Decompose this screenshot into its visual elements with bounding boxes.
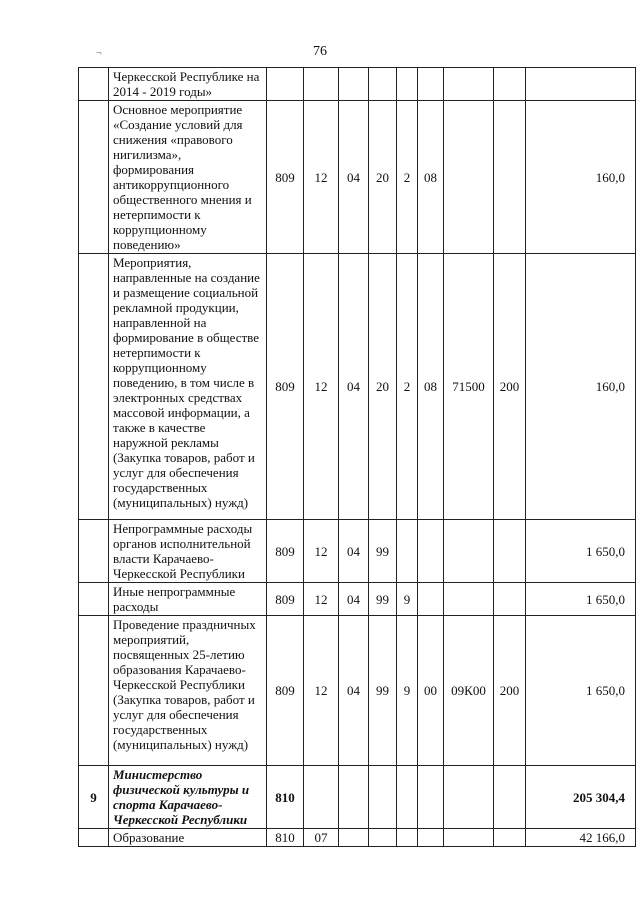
ved-code: 810 — [267, 829, 304, 847]
target-code-1: 99 — [369, 583, 397, 616]
section-code — [304, 68, 339, 101]
section-code — [304, 766, 339, 829]
row-index — [79, 829, 109, 847]
table-row — [79, 254, 636, 520]
row-name: Черкесской Республике на 2014 - 2019 годы» — [109, 68, 267, 101]
row-name: Иные непрограммные расходы — [109, 583, 267, 616]
target-code-3 — [418, 829, 444, 847]
target-code-4: 71500 — [444, 254, 494, 520]
expense-type: 200 — [494, 254, 526, 520]
target-code-3 — [418, 520, 444, 583]
budget-table — [78, 67, 636, 847]
corner-mark: ¬ — [96, 48, 102, 59]
section-code: 12 — [304, 254, 339, 520]
target-code-3 — [418, 766, 444, 829]
row-name: Образование — [109, 829, 267, 847]
target-code-2 — [397, 766, 418, 829]
ved-code — [267, 68, 304, 101]
row-name: Мероприятия, направленные на создание и размещение социальной рекламной продукции, направленной на формирование в обществе нетерпимости к коррупционному поведению, в том числе в электронных средствах массовой информации, а также в качестве наружной рекламы (Закупка товаров, работ и услуг для обеспечения государственных (муниципальных) нужд) — [109, 254, 267, 520]
amount — [526, 68, 636, 101]
expense-type — [494, 68, 526, 101]
expense-type — [494, 766, 526, 829]
row-name: Непрограммные расходы органов исполнительной власти Карачаево-Черкесской Республики — [109, 520, 267, 583]
table-row — [79, 101, 636, 254]
row-index: 9 — [79, 766, 109, 829]
target-code-1: 99 — [369, 520, 397, 583]
row-index — [79, 583, 109, 616]
target-code-4 — [444, 766, 494, 829]
subsection-code: 04 — [339, 583, 369, 616]
row-index — [79, 101, 109, 254]
target-code-2: 9 — [397, 583, 418, 616]
expense-type — [494, 520, 526, 583]
target-code-3 — [418, 583, 444, 616]
target-code-3 — [418, 68, 444, 101]
target-code-3: 08 — [418, 101, 444, 254]
row-name: Основное мероприятие «Создание условий для снижения «правового нигилизма», формирования антикоррупционного общественного мнения и нетерпимости к коррупционному поведению» — [109, 101, 267, 254]
table-row — [79, 583, 636, 616]
target-code-1: 20 — [369, 101, 397, 254]
table-row — [79, 520, 636, 583]
subsection-code: 04 — [339, 616, 369, 766]
row-name: Проведение праздничных мероприятий, посвященных 25-летию образования Карачаево-Черкесской Республики (Закупка товаров, работ и услуг для обеспечения государственных (муниципальных) нужд) — [109, 616, 267, 766]
page-number: 76 — [313, 44, 327, 59]
amount: 42 166,0 — [526, 829, 636, 847]
target-code-2: 2 — [397, 101, 418, 254]
ved-code: 809 — [267, 616, 304, 766]
table-row — [79, 829, 636, 847]
amount: 1 650,0 — [526, 616, 636, 766]
row-index — [79, 520, 109, 583]
subsection-code — [339, 68, 369, 101]
expense-type — [494, 101, 526, 254]
section-code: 12 — [304, 520, 339, 583]
section-code: 07 — [304, 829, 339, 847]
section-code: 12 — [304, 616, 339, 766]
subsection-code: 04 — [339, 101, 369, 254]
target-code-2 — [397, 829, 418, 847]
table-row — [79, 616, 636, 766]
target-code-1: 20 — [369, 254, 397, 520]
target-code-2: 9 — [397, 616, 418, 766]
subsection-code: 04 — [339, 254, 369, 520]
ved-code: 809 — [267, 254, 304, 520]
amount: 1 650,0 — [526, 583, 636, 616]
row-index — [79, 616, 109, 766]
target-code-2 — [397, 68, 418, 101]
row-index — [79, 68, 109, 101]
target-code-2 — [397, 520, 418, 583]
target-code-4 — [444, 520, 494, 583]
subsection-code: 04 — [339, 520, 369, 583]
amount: 160,0 — [526, 101, 636, 254]
target-code-1 — [369, 829, 397, 847]
table-row — [79, 68, 636, 101]
target-code-4 — [444, 583, 494, 616]
target-code-3: 00 — [418, 616, 444, 766]
target-code-4: 09К00 — [444, 616, 494, 766]
target-code-4 — [444, 101, 494, 254]
target-code-1: 99 — [369, 616, 397, 766]
expense-type — [494, 583, 526, 616]
target-code-4 — [444, 829, 494, 847]
ved-code: 810 — [267, 766, 304, 829]
subsection-code — [339, 829, 369, 847]
section-code: 12 — [304, 101, 339, 254]
ved-code: 809 — [267, 583, 304, 616]
amount: 1 650,0 — [526, 520, 636, 583]
ved-code: 809 — [267, 101, 304, 254]
section-code: 12 — [304, 583, 339, 616]
expense-type — [494, 829, 526, 847]
target-code-1 — [369, 68, 397, 101]
target-code-4 — [444, 68, 494, 101]
expense-type: 200 — [494, 616, 526, 766]
target-code-1 — [369, 766, 397, 829]
amount: 205 304,4 — [526, 766, 636, 829]
target-code-2: 2 — [397, 254, 418, 520]
amount: 160,0 — [526, 254, 636, 520]
target-code-3: 08 — [418, 254, 444, 520]
table-row — [79, 766, 636, 829]
subsection-code — [339, 766, 369, 829]
row-name: Министерство физической культуры и спорта Карачаево-Черкесской Республики — [109, 766, 267, 829]
row-index — [79, 254, 109, 520]
ved-code: 809 — [267, 520, 304, 583]
